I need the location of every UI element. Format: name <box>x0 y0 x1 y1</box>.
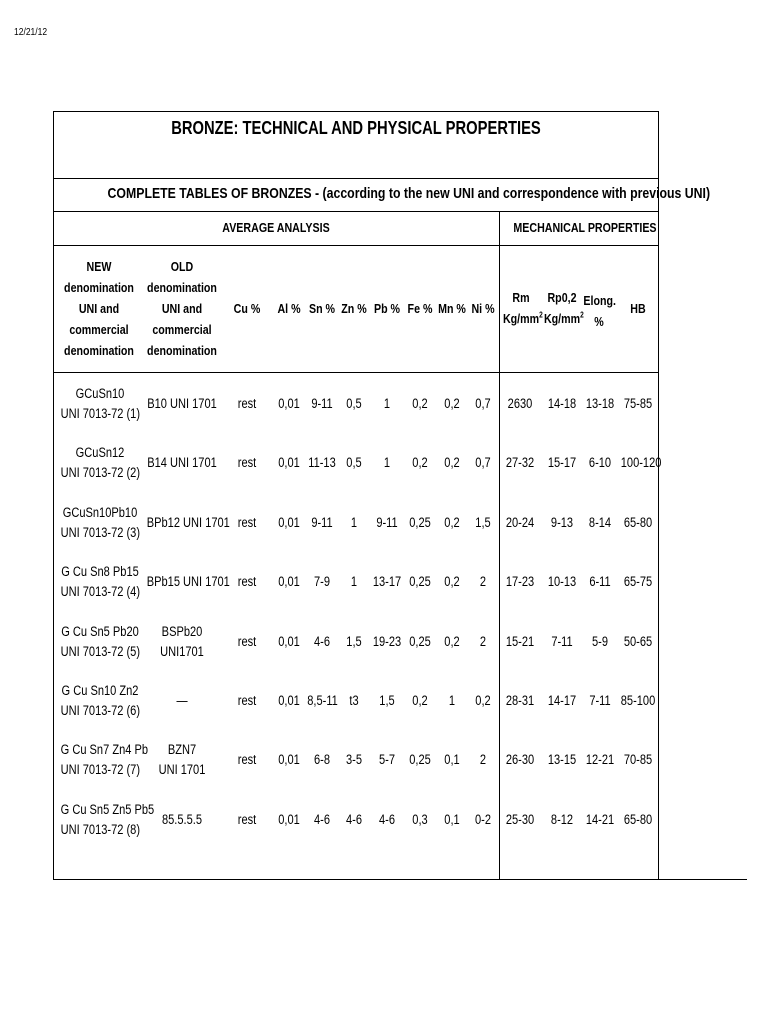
header-elong: Elong. % <box>583 293 616 329</box>
group-mechanical-properties: MECHANICAL PROPERTIES <box>513 220 657 235</box>
group-average-analysis: AVERAGE ANALYSIS <box>222 220 330 235</box>
cell-ni: 0,2 <box>475 693 491 708</box>
cell-old: — <box>176 693 188 708</box>
header-rp: Rp0,2 $Kg/mm^2$ <box>543 290 584 326</box>
cell-al: 0,01 <box>278 693 300 708</box>
cell-pb: 1 <box>383 396 391 411</box>
cell-rp: 9-13 <box>550 514 574 530</box>
cell-old: BSPb20 UNI1701 <box>160 623 204 659</box>
cell-al: 0,01 <box>278 396 300 411</box>
cell-sn: 9-11 <box>311 396 333 411</box>
cell-sn: 4-6 <box>313 633 330 649</box>
cell-old: BPb15 UNI 1701 <box>146 574 230 590</box>
cell-new: GCuSn12 UNI 7013-72 (2) <box>60 445 141 481</box>
cell-pb: 1 <box>383 455 391 471</box>
cell-rp: 14-17 <box>547 693 577 708</box>
cell-cu: rest <box>237 514 257 530</box>
cell-old: 85.5.5.5 <box>161 811 203 827</box>
cell-cu: rest <box>237 752 257 768</box>
cell-pb: 5-7 <box>378 752 395 768</box>
cell-old: BPb12 UNI 1701 <box>146 514 230 530</box>
cell-cu: rest <box>237 811 257 827</box>
cell-rp: 13-15 <box>547 752 577 768</box>
cell-elong: 14-21 <box>585 811 615 827</box>
cell-elong: 6-10 <box>588 455 612 471</box>
cell-elong: 5-9 <box>591 633 608 649</box>
cell-sn: 6-8 <box>313 752 330 768</box>
cell-rm: 25-30 <box>505 811 535 827</box>
cell-mn: 0,2 <box>444 633 460 649</box>
cell-rm: 27-32 <box>505 455 535 471</box>
cell-fe: 0,25 <box>409 574 431 590</box>
title-divider <box>53 178 659 179</box>
cell-elong: 13-18 <box>585 396 615 411</box>
cell-cu: rest <box>237 693 257 708</box>
cell-zn: 4-6 <box>345 811 362 827</box>
cell-ni: 2 <box>479 752 487 768</box>
cell-rm: 20-24 <box>505 514 535 530</box>
cell-ni: 2 <box>479 633 487 649</box>
cell-ni: 0,7 <box>475 455 491 471</box>
cell-fe: 0,25 <box>409 633 431 649</box>
cell-cu: rest <box>237 574 257 590</box>
cell-zn: 3-5 <box>345 752 362 768</box>
cell-rm: 2630 <box>507 396 533 411</box>
cell-zn: 1 <box>350 574 358 590</box>
cell-al: 0,01 <box>278 514 300 530</box>
header-old-denomination: OLD denomination UNI and commercial denomination <box>147 259 217 358</box>
table-subtitle: COMPLETE TABLES OF BRONZES - (according to the new UNI and correspondence with previous UNI) <box>107 185 711 202</box>
header-mn: Mn % <box>438 301 466 316</box>
cell-ni: 0,7 <box>475 396 491 411</box>
cell-al: 0,01 <box>278 752 300 768</box>
cell-pb: 1,5 <box>379 693 395 708</box>
cell-mn: 1 <box>448 693 456 708</box>
header-al: Al % <box>277 301 301 316</box>
cell-new: G Cu Sn7 Zn4 Pb UNI 7013-72 (7) <box>60 742 149 778</box>
cell-new: G Cu Sn10 Zn2 UNI 7013-72 (6) <box>60 683 141 718</box>
cell-sn: 8,5-11 <box>307 693 338 708</box>
cell-pb: 4-6 <box>378 811 395 827</box>
cell-rm: 17-23 <box>505 574 535 590</box>
cell-rp: 8-12 <box>550 811 574 827</box>
cell-hb: 70-85 <box>623 752 653 768</box>
cell-sn: 9-11 <box>311 514 333 530</box>
cell-sn: 11-13 <box>308 455 336 471</box>
cell-al: 0,01 <box>278 633 300 649</box>
cell-elong: 6-11 <box>589 574 611 590</box>
cell-ni: 2 <box>479 574 487 590</box>
cell-new: G Cu Sn8 Pb15 UNI 7013-72 (4) <box>60 564 141 600</box>
cell-fe: 0,2 <box>412 396 428 411</box>
header-cu: Cu % <box>233 301 261 316</box>
cell-hb: 85-100 <box>620 693 656 708</box>
cell-fe: 0,25 <box>409 514 431 530</box>
cell-zn: 0,5 <box>346 396 362 411</box>
cell-rp: 10-13 <box>547 574 577 590</box>
cell-zn: t3 <box>349 693 359 708</box>
header-divider <box>53 372 659 373</box>
header-rm: Rm $Kg/mm^2$ <box>502 290 543 326</box>
cell-zn: 1,5 <box>346 633 362 649</box>
cell-sn: 7-9 <box>313 574 330 590</box>
cell-new: GCuSn10Pb10 UNI 7013-72 (3) <box>60 504 141 540</box>
cell-rp: 15-17 <box>547 455 577 471</box>
cell-elong: 12-21 <box>585 752 615 768</box>
header-ni: Ni % <box>471 301 495 316</box>
cell-ni: 0-2 <box>474 811 491 827</box>
page-title: BRONZE: TECHNICAL AND PHYSICAL PROPERTIES <box>171 118 541 138</box>
cell-mn: 0,1 <box>444 752 460 768</box>
cell-mn: 0,1 <box>444 811 460 827</box>
cell-cu: rest <box>237 396 257 411</box>
cell-old: BZN7 UNI 1701 <box>158 742 206 778</box>
cell-hb: 65-80 <box>623 514 653 530</box>
cell-old: B10 UNI 1701 <box>147 396 217 411</box>
cell-mn: 0,2 <box>444 455 460 471</box>
header-pb: Pb % <box>373 301 401 316</box>
cell-pb: 19-23 <box>372 633 402 649</box>
header-fe: Fe % <box>407 301 433 316</box>
group-separator <box>499 211 500 880</box>
cell-pb: 13-17 <box>372 574 402 590</box>
cell-al: 0,01 <box>278 455 300 471</box>
cell-rm: 28-31 <box>505 693 535 708</box>
cell-cu: rest <box>237 455 257 471</box>
cell-hb: 65-80 <box>623 811 653 827</box>
cell-al: 0,01 <box>278 811 300 827</box>
print-date: 12/21/12 <box>14 27 48 38</box>
cell-fe: 0,2 <box>412 693 428 708</box>
cell-ni: 1,5 <box>475 514 491 530</box>
cell-fe: 0,3 <box>412 811 428 827</box>
cell-hb: 100-120 <box>620 455 662 471</box>
cell-pb: 9-11 <box>376 514 398 530</box>
header-hb: HB <box>630 301 646 316</box>
cell-al: 0,01 <box>278 574 300 590</box>
bottom-rule <box>659 879 747 880</box>
cell-elong: 7-11 <box>589 693 611 708</box>
cell-hb: 75-85 <box>623 396 653 411</box>
cell-zn: 1 <box>350 514 358 530</box>
cell-fe: 0,25 <box>409 752 431 768</box>
cell-new: G Cu Sn5 Pb20 UNI 7013-72 (5) <box>60 623 141 659</box>
cell-rm: 26-30 <box>505 752 535 768</box>
subtitle-divider <box>53 211 659 212</box>
cell-hb: 50-65 <box>623 633 653 649</box>
cell-mn: 0,2 <box>444 574 460 590</box>
cell-hb: 65-75 <box>623 574 653 590</box>
cell-zn: 0,5 <box>346 455 362 471</box>
cell-elong: 8-14 <box>588 514 612 530</box>
cell-rp: 7-11 <box>551 633 573 649</box>
cell-old: B14 UNI 1701 <box>147 455 217 471</box>
cell-fe: 0,2 <box>412 455 428 471</box>
cell-mn: 0,2 <box>444 514 460 530</box>
cell-sn: 4-6 <box>313 811 330 827</box>
cell-rp: 14-18 <box>547 396 577 411</box>
cell-rm: 15-21 <box>505 633 535 649</box>
cell-cu: rest <box>237 633 257 649</box>
header-sn: Sn % <box>308 301 336 316</box>
header-new-denomination: NEW denomination UNI and commercial denomination <box>64 259 134 358</box>
cell-new: GCuSn10 UNI 7013-72 (1) <box>60 386 141 421</box>
header-zn: Zn % <box>341 301 367 316</box>
cell-mn: 0,2 <box>444 396 460 411</box>
group-divider <box>53 245 659 246</box>
cell-new: G Cu Sn5 Zn5 Pb5 UNI 7013-72 (8) <box>60 801 155 837</box>
